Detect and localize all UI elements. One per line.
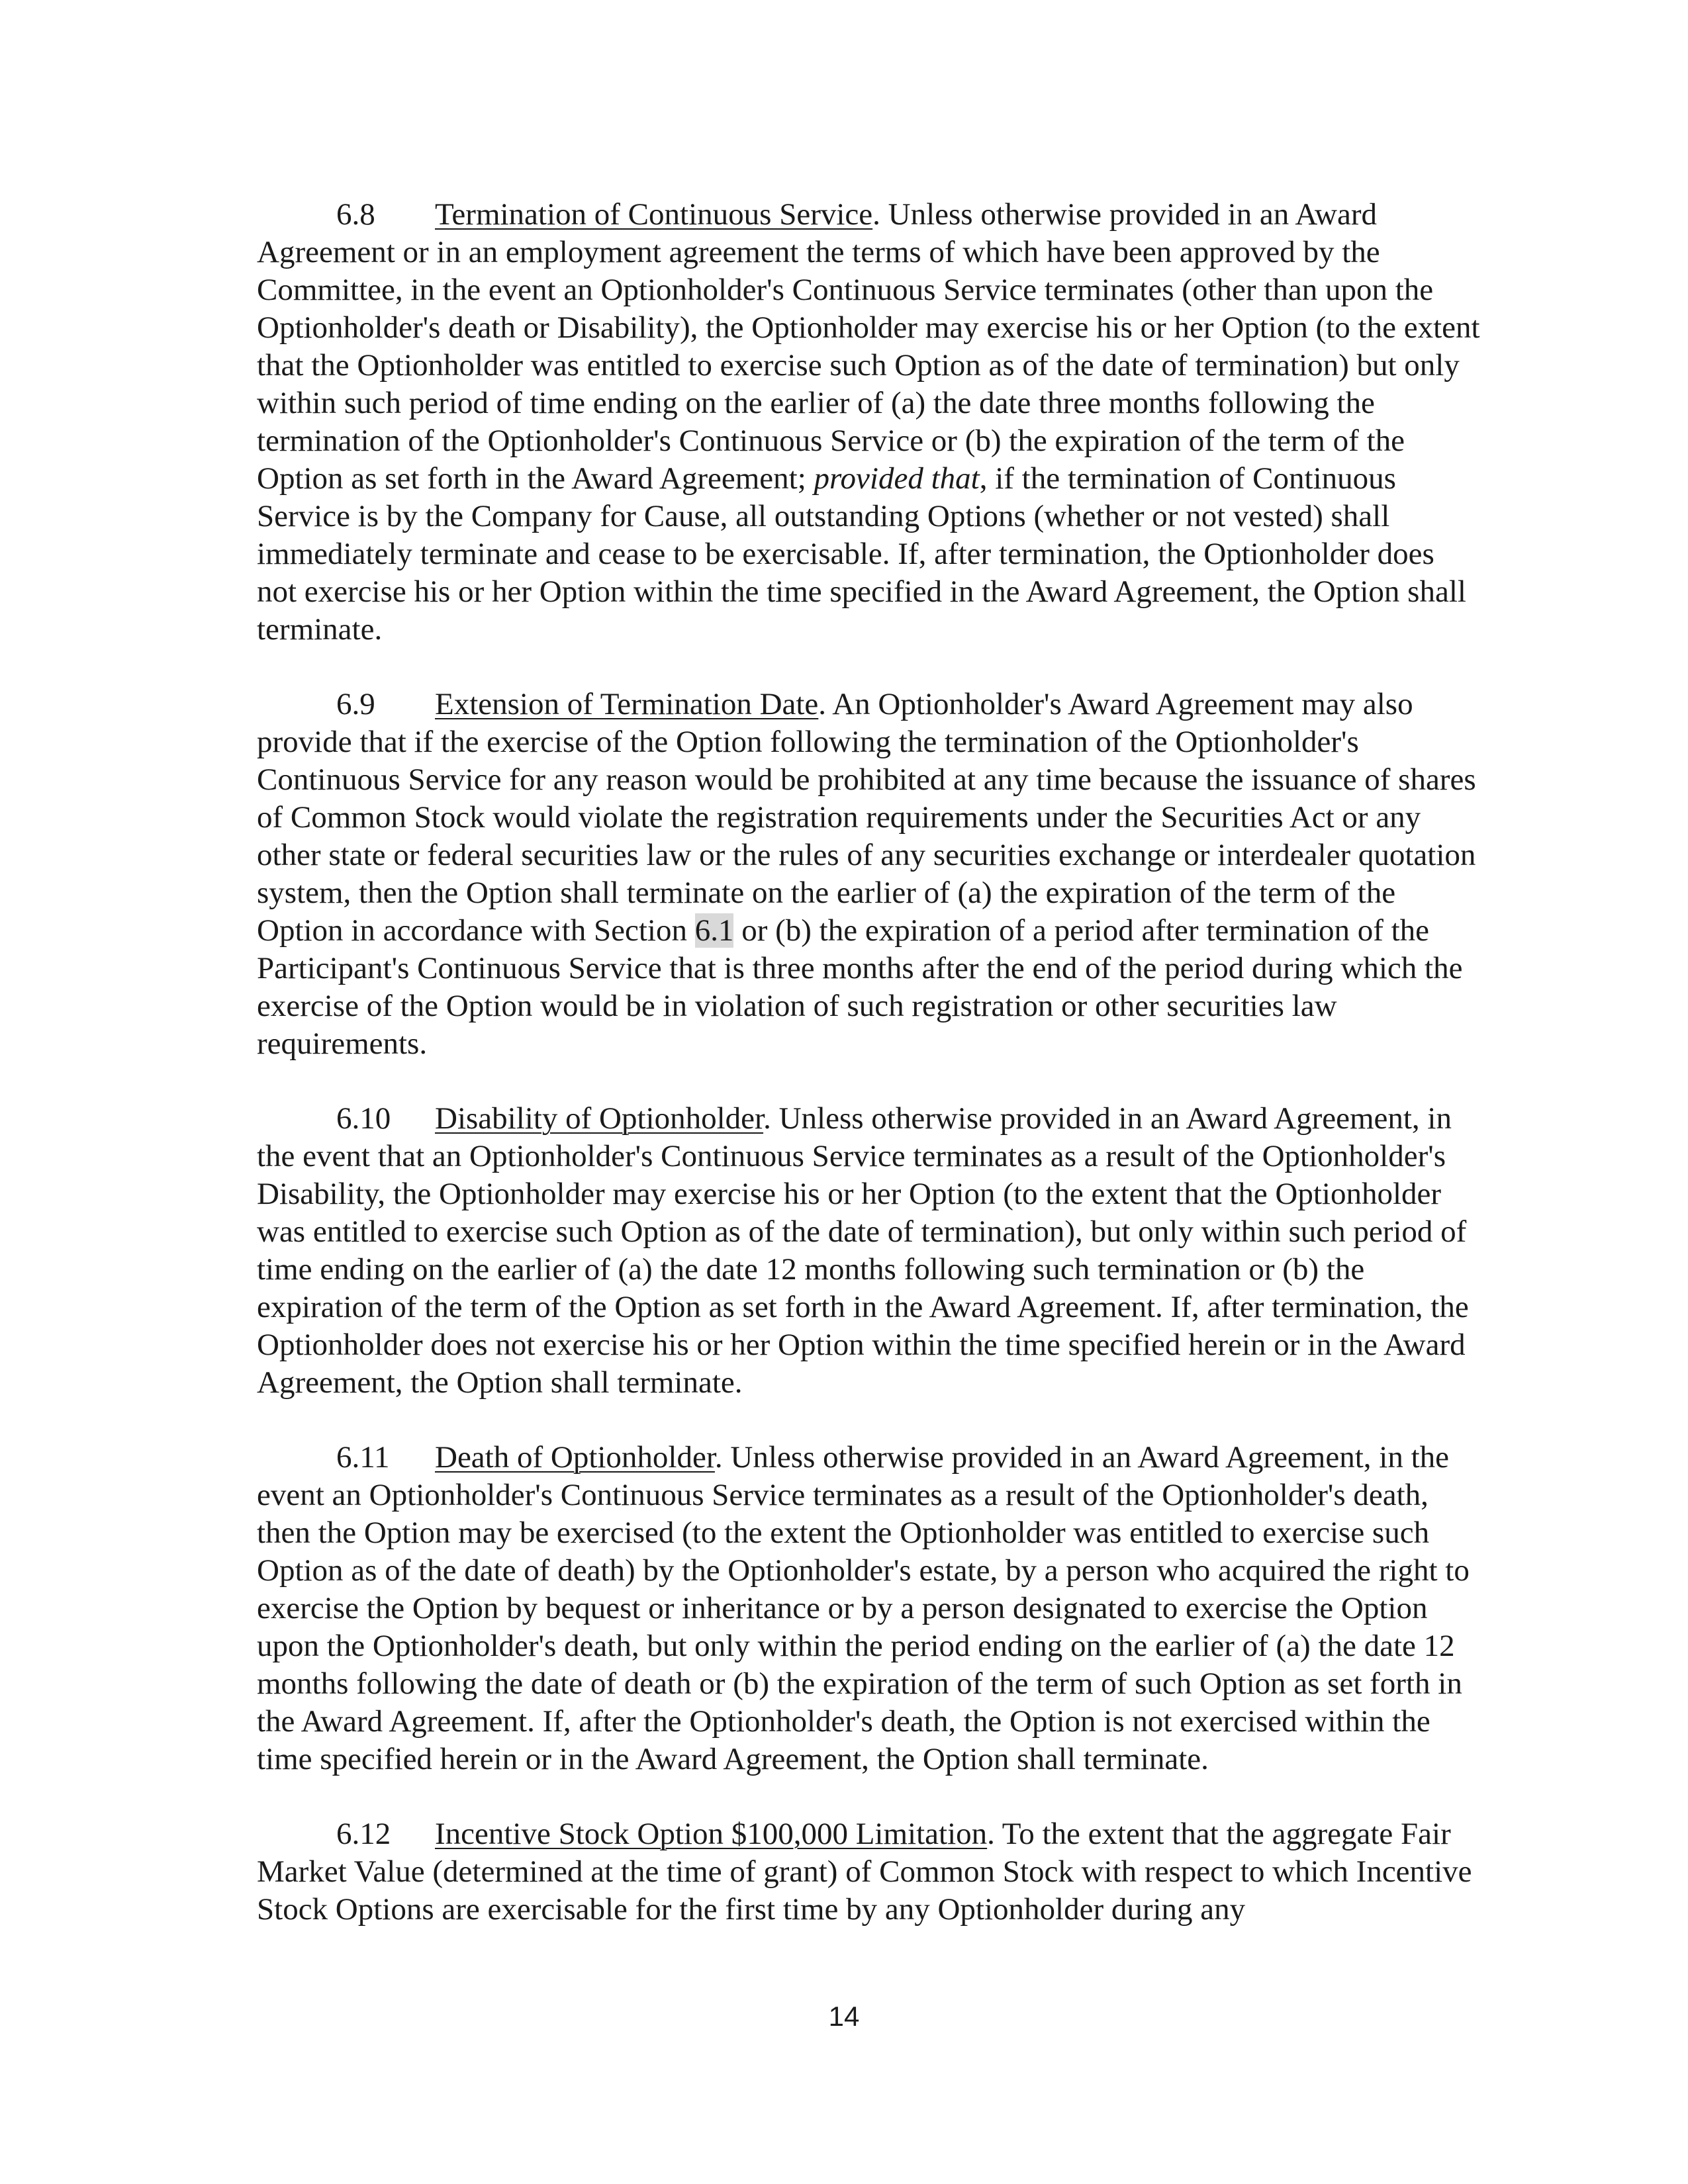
section-heading: Death of Optionholder bbox=[435, 1440, 715, 1475]
section-text-continued: or (b) the expiration of a period after termination of the Participant's Continuous Service that is three months after the end of the period during which the exercise of the Option would be in violation of such registration or other securities law requirements. bbox=[257, 913, 1463, 1061]
section-text: . Unless otherwise provided in an Award Agreement, in the event that an Optionholder's Continuous Service terminates as a result of the Optionholder's Disability, the Optionholder may exercise his or her Option (to the extent that the Optionholder was entitled to exercise such Option as of the date of termination), but only within such period of time ending on the earlier of (a) the date 12 months following such termination or (b) the expiration of the term of the Option as set forth in the Award Agreement. If, after termination, the Optionholder does not exercise his or her Option within the time specified herein or in the Award Agreement, the Option shall terminate. bbox=[257, 1101, 1469, 1400]
section-reference-link[interactable]: 6.1 bbox=[694, 913, 734, 948]
page-number: 14 bbox=[828, 2001, 860, 2032]
section-number: 6.9 bbox=[336, 687, 375, 721]
section-text-continued: , if the termination of Continuous Service is by the Company for Cause, all outstanding Options (whether or not vested) shall immediately terminate and cease to be exercisable. If, after termination, the Optionholder does not exercise his or her Option within the time specified in the Award Agreement, the Option shall terminate. bbox=[257, 461, 1466, 647]
section-6-10 bbox=[257, 1100, 1481, 1402]
section-number: 6.11 bbox=[336, 1440, 390, 1475]
section-text: . An Optionholder's Award Agreement may also provide that if the exercise of the Option following the termination of the Optionholder's Continuous Service for any reason would be prohibited at any time because the issuance of shares of Common Stock would violate the registration requirements under the Securities Act or any other state or federal securities law or the rules of any securities exchange or interdealer quotation system, then the Option shall terminate on the earlier of (a) the expiration of the term of the Option in accordance with Section bbox=[257, 687, 1476, 948]
section-text: . Unless otherwise provided in an Award Agreement, in the event an Optionholder's Continuous Service terminates as a result of the Optionholder's death, then the Option may be exercised (to the extent the Optionholder was entitled to exercise such Option as of the date of death) by the Optionholder's estate, by a person who acquired the right to exercise the Option by bequest or inheritance or by a person designated to exercise the Option upon the Optionholder's death, but only within the period ending on the earlier of (a) the date 12 months following the date of death or (b) the expiration of the term of such Option as set forth in the Award Agreement. If, after the Optionholder's death, the Option is not exercised within the time specified herein or in the Award Agreement, the Option shall terminate. bbox=[257, 1440, 1470, 1776]
document-body bbox=[257, 196, 1481, 1929]
section-number: 6.12 bbox=[336, 1817, 391, 1851]
italic-phrase: provided that bbox=[814, 461, 980, 496]
section-heading: Extension of Termination Date bbox=[435, 687, 819, 721]
section-6-12 bbox=[257, 1815, 1481, 1929]
section-heading: Incentive Stock Option $100,000 Limitation bbox=[435, 1817, 988, 1851]
section-text: . To the extent that the aggregate Fair Market Value (determined at the time of grant) of Common Stock with respect to which Incentive Stock Options are exercisable for the first time by any Optionholder during any bbox=[257, 1817, 1472, 1927]
section-number: 6.10 bbox=[336, 1101, 391, 1136]
section-number: 6.8 bbox=[336, 197, 375, 232]
section-heading: Disability of Optionholder bbox=[435, 1101, 764, 1136]
section-6-11 bbox=[257, 1439, 1481, 1778]
section-6-9 bbox=[257, 686, 1481, 1063]
section-6-8 bbox=[257, 196, 1481, 649]
section-text: . Unless otherwise provided in an Award Agreement or in an employment agreement the terms of which have been approved by the Committee, in the event an Optionholder's Continuous Service terminates (other than upon the Optionholder's death or Disability), the Optionholder may exercise his or her Option (to the extent that the Optionholder was entitled to exercise such Option as of the date of termination) but only within such period of time ending on the earlier of (a) the date three months following the termination of the Optionholder's Continuous Service or (b) the expiration of the term of the Option as set forth in the Award Agreement; bbox=[257, 197, 1480, 496]
section-heading: Termination of Continuous Service bbox=[435, 197, 873, 232]
